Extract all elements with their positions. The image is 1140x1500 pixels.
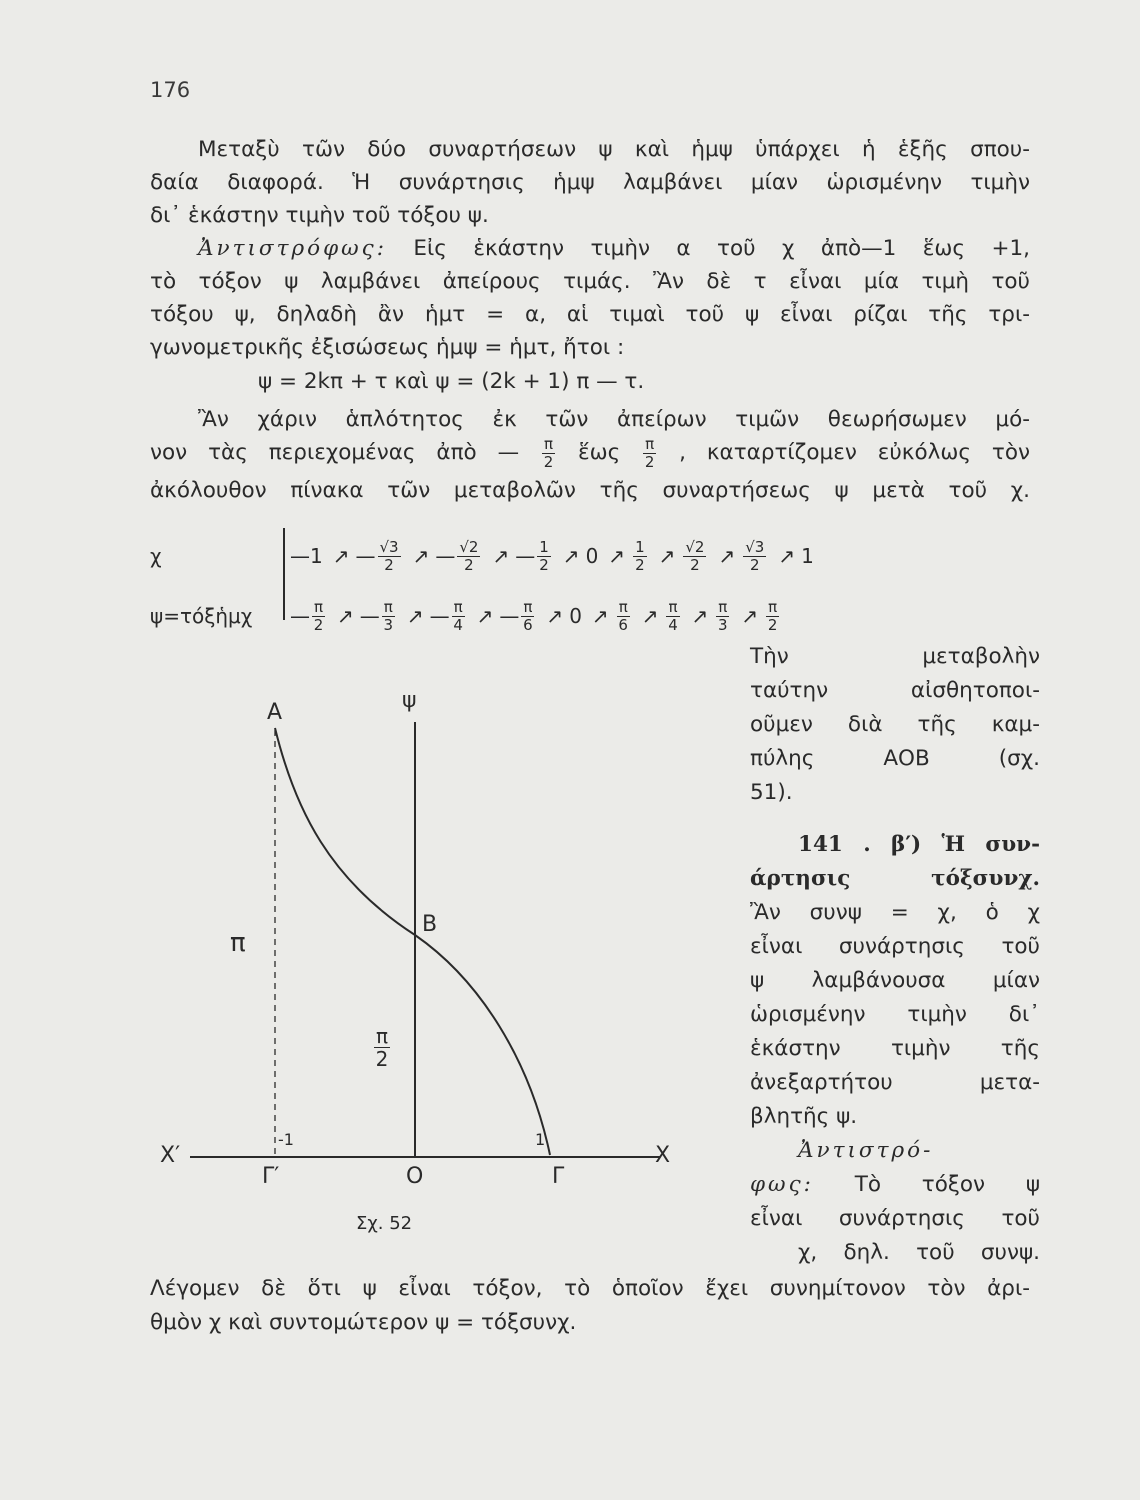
table-cell bbox=[499, 597, 536, 634]
text-line: ταύτην αἰσθητοποι- bbox=[750, 678, 1040, 703]
fraction-numerator: π bbox=[453, 597, 463, 616]
increase-arrow-icon: ↗ bbox=[608, 544, 626, 568]
text-line: ἑκάστην τιμὴν τῆς bbox=[750, 1036, 1040, 1061]
label-B: B bbox=[422, 912, 438, 937]
section-heading bbox=[750, 828, 1040, 862]
increase-arrow-icon: ↗ bbox=[562, 544, 580, 568]
paragraph-1 bbox=[150, 133, 1030, 232]
fraction bbox=[683, 537, 706, 574]
fraction-numerator: π bbox=[668, 597, 678, 616]
sign: — bbox=[290, 604, 310, 628]
value: 1 bbox=[801, 544, 814, 568]
increase-arrow-icon: ↗ bbox=[691, 604, 709, 628]
text-line: εἶναι συνάρτησις τοῦ bbox=[750, 934, 1040, 959]
fraction-numerator: 1 bbox=[635, 537, 645, 556]
text-line: δαία διαφορά. Ἡ συνάρτησις ἡμψ λαμβάνει μίαν ὡρισμένην τιμὴν bbox=[150, 170, 1030, 195]
figure-caption: Σχ. 52 bbox=[356, 1213, 413, 1234]
fraction-denominator: 4 bbox=[453, 615, 463, 634]
text-line: ὡρισμένην τιμὴν δι᾽ bbox=[750, 1002, 1040, 1027]
table-cell bbox=[290, 597, 327, 634]
fraction-denominator: 3 bbox=[718, 615, 728, 634]
emphasized-word: φως: bbox=[750, 1172, 814, 1197]
increase-arrow-icon: ↗ bbox=[658, 544, 676, 568]
fraction-numerator: √3 bbox=[745, 537, 765, 556]
page-number: 176 bbox=[150, 78, 191, 102]
text-line: τόξου ψ, δηλαδὴ ἂν ἡμτ = α, αἱ τιμαὶ τοῦ ψ εἶναι ρίζαι τῆς τρι- bbox=[150, 302, 1030, 327]
fraction-denominator: 2 bbox=[690, 555, 700, 574]
sign: — bbox=[290, 544, 310, 568]
increase-arrow-icon: ↗ bbox=[778, 544, 796, 568]
increase-arrow-icon: ↗ bbox=[546, 604, 564, 628]
section-141 bbox=[750, 828, 1040, 1270]
fraction bbox=[743, 537, 766, 574]
arccos-curve bbox=[275, 728, 550, 1155]
fraction-numerator: √2 bbox=[685, 537, 705, 556]
label-psi-axis: ψ bbox=[402, 688, 417, 713]
table-cell bbox=[615, 597, 632, 634]
text-line: εἶναι συνάρτησις τοῦ bbox=[750, 1206, 1040, 1231]
table-cell bbox=[741, 537, 768, 574]
fraction-numerator: 1 bbox=[539, 537, 549, 556]
fraction bbox=[382, 597, 395, 634]
increase-arrow-icon: ↗ bbox=[476, 604, 494, 628]
fraction bbox=[378, 537, 401, 574]
table-cell bbox=[801, 544, 814, 568]
fraction-numerator: π bbox=[618, 597, 628, 616]
fraction-numerator: π bbox=[376, 1024, 389, 1048]
fraction bbox=[537, 537, 551, 574]
text-fragment: Εἰς ἑκάστην τιμὴν α τοῦ χ ἀπὸ—1 ἕως +1, bbox=[413, 236, 1030, 261]
increase-arrow-icon: ↗ bbox=[718, 544, 736, 568]
fraction bbox=[452, 597, 465, 634]
fraction-numerator: π bbox=[314, 597, 324, 616]
fraction-denominator: 2 bbox=[750, 555, 760, 574]
row-values-x bbox=[290, 537, 818, 574]
label-origin: O bbox=[406, 1164, 424, 1189]
value: 1 bbox=[310, 544, 323, 568]
emphasized-word: Ἀντιστρόφως: bbox=[198, 236, 387, 261]
table-cell bbox=[359, 597, 397, 634]
fraction bbox=[617, 597, 630, 634]
table-cell bbox=[515, 537, 553, 574]
fraction-denominator: 2 bbox=[384, 555, 394, 574]
text-fragment: νον τὰς περιεχομένας ἀπὸ — bbox=[150, 440, 520, 465]
table-cell bbox=[435, 537, 482, 574]
fraction bbox=[374, 1026, 390, 1069]
paragraph-bottom bbox=[150, 1272, 1030, 1340]
fraction-denominator: 2 bbox=[539, 555, 549, 574]
paragraph-3 bbox=[150, 403, 1030, 507]
increase-arrow-icon: ↗ bbox=[741, 604, 759, 628]
text-line bbox=[750, 1168, 1040, 1202]
fraction bbox=[633, 537, 647, 574]
fraction-denominator: 2 bbox=[543, 452, 554, 471]
text-line: ἀκόλουθον πίνακα τῶν μεταβολῶν τῆς συναρτήσεως ψ μετὰ τοῦ χ. bbox=[150, 478, 1030, 503]
label-minus-1: -1 bbox=[278, 1130, 294, 1149]
fraction bbox=[766, 597, 779, 634]
value: 0 bbox=[569, 604, 582, 628]
table-cell bbox=[714, 597, 731, 634]
fraction-numerator: π bbox=[768, 597, 778, 616]
text-line: χ, δηλ. τοῦ συνψ. bbox=[798, 1240, 1040, 1265]
fraction-denominator: 4 bbox=[668, 615, 678, 634]
table-cell bbox=[631, 537, 649, 574]
text-line: 51). bbox=[750, 780, 793, 805]
increase-arrow-icon: ↗ bbox=[641, 604, 659, 628]
text-fragment: Τὸ τόξον ψ bbox=[854, 1172, 1041, 1197]
fraction-denominator: 2 bbox=[313, 615, 324, 634]
value: 0 bbox=[585, 544, 599, 568]
row-label-psi: ψ=τόξἡμχ bbox=[150, 604, 253, 628]
table-row-x bbox=[150, 535, 1050, 577]
fraction-denominator: 2 bbox=[375, 1047, 389, 1071]
fraction-denominator: 2 bbox=[464, 555, 474, 574]
fraction-denominator: 2 bbox=[644, 452, 655, 471]
row-label-x: χ bbox=[150, 544, 162, 568]
label-gamma-prime: Γ′ bbox=[262, 1164, 280, 1189]
label-pi: π bbox=[230, 928, 246, 958]
increase-arrow-icon: ↗ bbox=[332, 544, 350, 568]
sign: — bbox=[429, 604, 450, 628]
text-line: Τὴν μεταβολὴν bbox=[750, 644, 1040, 669]
paragraph-2 bbox=[150, 232, 1030, 364]
table-cell bbox=[664, 597, 681, 634]
emphasized-word: Ἀντιστρό- bbox=[798, 1138, 934, 1163]
text-line bbox=[150, 232, 1030, 265]
label-gamma: Γ bbox=[552, 1164, 565, 1189]
fraction bbox=[457, 537, 480, 574]
fraction bbox=[666, 597, 679, 634]
sign: — bbox=[359, 604, 380, 628]
sign: — bbox=[435, 544, 456, 568]
fraction-numerator: √3 bbox=[379, 537, 399, 556]
fraction-numerator: π bbox=[383, 597, 393, 616]
fraction-denominator: 2 bbox=[635, 555, 645, 574]
text-line: Ἂν χάριν ἁπλότητος ἐκ τῶν ἀπείρων τιμῶν θεωρήσωμεν μό- bbox=[198, 407, 1030, 432]
fraction bbox=[643, 434, 656, 471]
increase-arrow-icon: ↗ bbox=[591, 604, 609, 628]
text-line: δι᾽ ἑκάστην τιμὴν τοῦ τόξου ψ. bbox=[150, 203, 489, 228]
section-title-cont: άρτησις τόξσυνχ. bbox=[750, 866, 1040, 891]
side-text-1 bbox=[750, 640, 1040, 810]
increase-arrow-icon: ↗ bbox=[492, 544, 510, 568]
text-fragment: ἕως bbox=[577, 440, 621, 465]
increase-arrow-icon: ↗ bbox=[406, 604, 424, 628]
text-line: ἀνεξαρτήτου μετα- bbox=[750, 1070, 1040, 1095]
sign: — bbox=[499, 604, 520, 628]
increase-arrow-icon: ↗ bbox=[337, 604, 354, 628]
equation: ψ = 2kπ + τ καὶ ψ = (2k + 1) π — τ. bbox=[258, 369, 645, 394]
sign: — bbox=[355, 544, 376, 568]
text-line: γωνομετρικῆς ἐξισώσεως ἡμψ = ἡμτ, ἤτοι : bbox=[150, 335, 625, 360]
figure-52 bbox=[150, 680, 750, 1240]
fraction-numerator: π bbox=[645, 434, 655, 453]
table-row-psi bbox=[150, 595, 1050, 637]
text-line: τὸ τόξον ψ λαμβάνει ἀπείρους τιμάς. Ἂν δὲ τ εἶναι μία τιμὴ τοῦ bbox=[150, 269, 1030, 294]
text-line: βλητῆς ψ. bbox=[750, 1104, 858, 1129]
text-line: ψ λαμβάνουσα μίαν bbox=[750, 968, 1040, 993]
label-plus-1: 1 bbox=[535, 1130, 546, 1149]
fraction-denominator: 6 bbox=[523, 615, 533, 634]
label-x-left: X′ bbox=[160, 1143, 181, 1168]
fraction-numerator: π bbox=[718, 597, 728, 616]
label-pi-half bbox=[372, 1026, 392, 1069]
fraction bbox=[312, 597, 325, 634]
table-cell bbox=[586, 544, 599, 568]
text-line: πύλης ΑΟΒ (σχ. bbox=[750, 746, 1040, 771]
table-cell bbox=[290, 544, 323, 568]
row-values-psi bbox=[290, 597, 785, 634]
fraction-numerator: √2 bbox=[459, 537, 479, 556]
increase-arrow-icon: ↗ bbox=[412, 544, 430, 568]
fraction-numerator: π bbox=[523, 597, 533, 616]
fraction-denominator: 6 bbox=[618, 615, 628, 634]
table-cell bbox=[764, 597, 781, 634]
fraction bbox=[542, 434, 555, 471]
text-fragment: , καταρτίζομεν εὐκόλως τὸν bbox=[679, 440, 1030, 465]
section-title: Ἡ συν- bbox=[941, 832, 1040, 857]
text-line: οῦμεν διὰ τῆς καμ- bbox=[750, 712, 1040, 737]
text-line: θμὸν χ καὶ συντομώτερον ψ = τόξσυνχ. bbox=[150, 1310, 577, 1335]
fraction-denominator: 3 bbox=[383, 615, 394, 634]
table-cell bbox=[355, 537, 403, 574]
table-cell bbox=[429, 597, 467, 634]
sign: — bbox=[515, 544, 536, 568]
fraction-denominator: 2 bbox=[767, 615, 778, 634]
fraction bbox=[716, 597, 729, 634]
text-line bbox=[150, 436, 1030, 474]
text-line: Λέγομεν δὲ ὅτι ψ εἶναι τόξον, τὸ ὁποῖον ἔχει συνημίτονον τὸν ἀρι- bbox=[150, 1276, 1030, 1301]
fraction bbox=[521, 597, 534, 634]
fraction-numerator: π bbox=[544, 434, 554, 453]
table-cell bbox=[681, 537, 708, 574]
text-line: Ἂν συνψ = χ, ὁ χ bbox=[750, 900, 1040, 925]
table-cell bbox=[569, 604, 582, 628]
text-line: Μεταξὺ τῶν δύο συναρτήσεων ψ καὶ ἡμψ ὑπάρχει ἡ ἑξῆς σπου- bbox=[198, 137, 1030, 162]
label-x-right: X bbox=[655, 1143, 671, 1168]
label-A: A bbox=[267, 700, 283, 725]
section-number: 141 . β′) bbox=[798, 832, 922, 857]
